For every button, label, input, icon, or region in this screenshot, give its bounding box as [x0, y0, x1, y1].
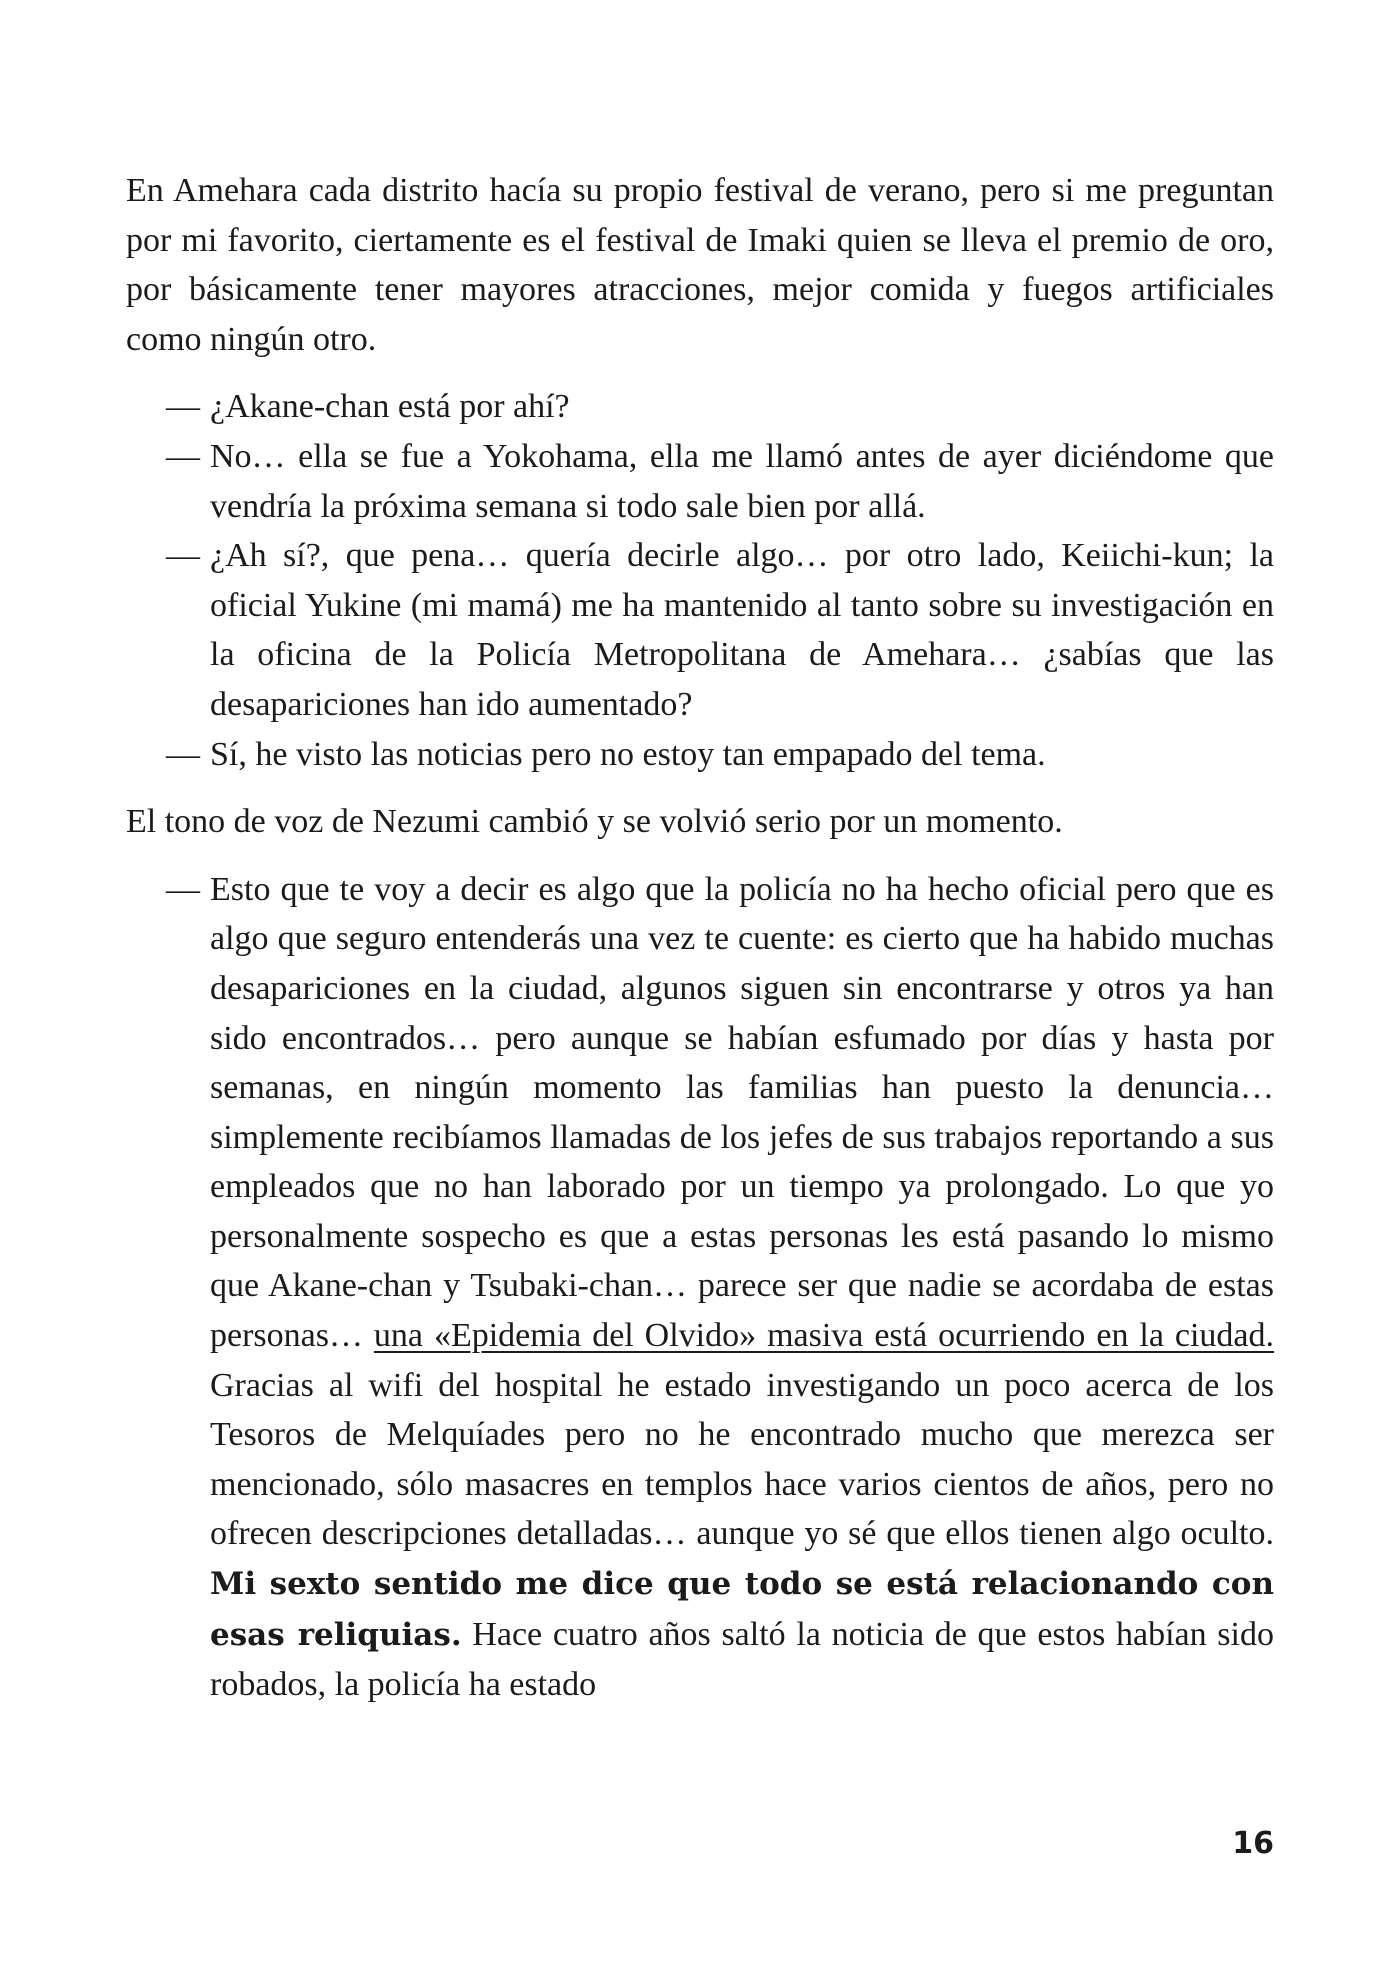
narration-paragraph-nezumi: El tono de voz de Nezumi cambió y se volvió serio por un momento.: [126, 803, 1063, 841]
em-dash: —: [166, 388, 200, 426]
bold-phrase: Mi sexto sentido me dice que todo se está relacionando con esas reliquias.: [210, 1566, 1274, 1653]
underlined-phrase: una «Epidemia del Olvido» masiva está ocurriendo en la ciudad.: [373, 1317, 1275, 1355]
dialogue-text-part: Hace cuatro años saltó la noticia de que estos habían sido robados, la policía ha estado: [210, 1615, 1274, 1704]
em-dash: —: [166, 537, 200, 575]
dialogue-line: [126, 382, 1274, 432]
dialogue-group-1: [126, 382, 1274, 779]
page-body: [126, 166, 1274, 1728]
narration-paragraph-festival: En Amehara cada distrito hacía su propio festival de verano, pero si me preguntan por mi favorito, ciertamente es el festival de Imaki quien se lleva el premio de oro, por básicamente tener mayores atracciones, mejor comida y fuegos artificiales como ningún otro.: [126, 172, 1274, 358]
dialogue-line: [126, 432, 1274, 531]
page-number: 16: [1232, 1826, 1274, 1861]
dialogue-line: [126, 531, 1274, 729]
dialogue-text: ¿Akane-chan está por ahí?: [210, 388, 570, 426]
dialogue-line: [126, 730, 1274, 780]
dialogue-line-long: [126, 865, 1274, 1710]
dialogue-text-part: Esto que te voy a decir es algo que la policía no ha hecho oficial pero que es algo que seguro entenderás una vez te cuente: es cierto que ha habido muchas desapariciones en la ciudad, algunos siguen sin encontrarse y otros ya han sido encontrados… pero aunque se habían esfumado por días y hasta por semanas, en ningún momento las familias han puesto la denuncia… simplemente recibíamos llamadas de los jefes de sus trabajos reportando a sus empleados que no han laborado por un tiempo ya prolongado. Lo que yo personalmente sospecho es que a estas personas les está pasando lo mismo que Akane-chan y Tsubaki-chan… parece ser que nadie se acordaba de estas personas…: [210, 870, 1274, 1355]
em-dash: —: [166, 735, 200, 773]
dialogue-text: ¿Ah sí?, que pena… quería decirle algo… por otro lado, Keiichi-kun; la oficial Yukine (mi mamá) me ha mantenido al tanto sobre su investigación en la oficina de la Policía Metropolitana de Amehara… ¿sabías que las desapariciones han ido aumentado?: [210, 537, 1274, 723]
dialogue-text: No… ella se fue a Yokohama, ella me llamó antes de ayer diciéndome que vendría la próxima semana si todo sale bien por allá.: [210, 437, 1274, 525]
dialogue-text: Sí, he visto las noticias pero no estoy tan empapado del tema.: [210, 735, 1046, 773]
dialogue-text-part: Gracias al wifi del hospital he estado investigando un poco acerca de los Tesoros de Melquíades pero no he encontrado mucho que merezca ser mencionado, sólo masacres en templos hace varios cientos de años, pero no ofrecen descripciones detalladas… aunque yo sé que ellos tienen algo oculto.: [210, 1366, 1274, 1553]
em-dash: —: [166, 870, 200, 908]
em-dash: —: [166, 437, 200, 475]
dialogue-group-2: [126, 865, 1274, 1710]
